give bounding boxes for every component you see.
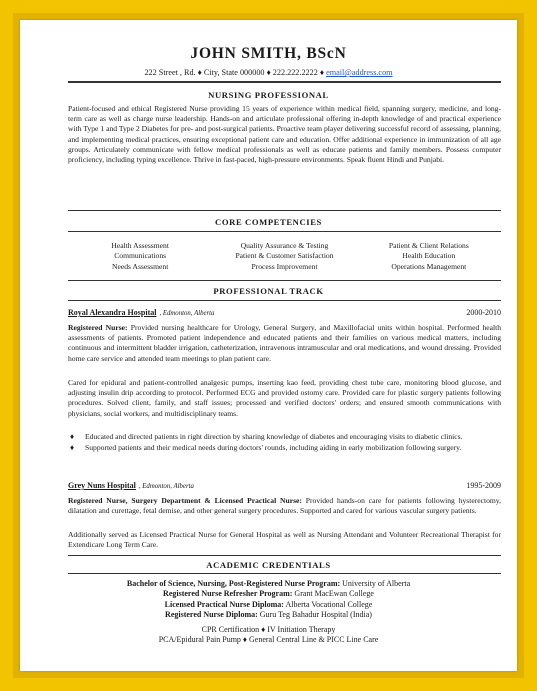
summary-heading: NURSING PROFESSIONAL: [208, 90, 329, 100]
employer-name: Royal Alexandra Hospital: [68, 308, 157, 317]
job-dates: 2000-2010: [466, 308, 501, 317]
job-role: Registered Nurse:: [68, 323, 128, 332]
competencies-grid: [68, 241, 501, 272]
diamond-bullet-icon: ♦: [70, 443, 75, 453]
job-details-paragraph: Cared for epidural and patient-controlled analgesic pumps, inserting kao feed, providing chest tube care, monitoring blood glucose, and adjusting insulin drip according to protocol. Performed ECG and provided ostomy care. Provided care for plastic surgery patients following procedures. Solved client, family, and staff issues; processed and verified doctors' orders; and ensured smooth communications with physicians, social workers, and multidisciplinary teams.: [68, 378, 501, 418]
credential-item: Bachelor of Science, Nursing, Post-Registered Nurse Program: University of Alberta: [126, 579, 411, 588]
competencies-divider-top: [68, 210, 501, 211]
contact-address: 222 Street , Rd. ♦ City, State 000000 ♦ 222.222.2222 ♦: [144, 68, 327, 77]
job-role: Registered Nurse, Surgery Department & Licensed Practical Nurse:: [68, 496, 302, 505]
job-header: [68, 308, 501, 317]
credentials-heading: ACADEMIC CREDENTIALS: [206, 560, 331, 570]
list-item: ♦ Supported patients and their medical needs during doctors' rounds, including aiding in early mobilization following surgery.: [70, 443, 462, 453]
competency-item: Communications: [114, 251, 167, 261]
job-header: [68, 481, 501, 490]
competencies-divider-bottom: [68, 231, 501, 232]
competency-item: Operations Management: [391, 261, 467, 271]
email-link[interactable]: email@address.com: [326, 68, 393, 77]
job-role-description: Provided hands-on care for patients following hysterectomy, dilatation and curettage, fetal demise, and other general surgery procedures. Supported and cared for various vascular surgery patients.: [68, 496, 501, 516]
competency-item: Patient & Client Relations: [388, 241, 469, 250]
track-divider-bottom: [68, 300, 501, 301]
certification-line: PCA/Epidural Pain Pump ♦ General Central Line & PICC Line Care: [158, 635, 379, 645]
competency-item: Patient & Customer Satisfaction: [235, 251, 334, 261]
track-divider-top: [68, 280, 501, 281]
job-employer-line: [68, 308, 214, 317]
header-divider: [68, 81, 501, 83]
competency-item: Health Education: [402, 251, 456, 261]
certification-line: CPR Certification ♦ IV Initiation Therapy: [201, 624, 336, 634]
credential-item: Registered Nurse Refresher Program: Grant MacEwan College: [163, 589, 374, 599]
credentials-divider-bottom: [68, 573, 501, 574]
job-details-paragraph: Additionally served as Licensed Practical Nurse for General Hospital as well as Nursing Attendant and Volunteer Recreational Therapist for Extendicare Long Term Care.: [68, 530, 501, 550]
competency-item: Quality Assurance & Testing: [240, 241, 329, 250]
employer-name: Grey Nuns Hospital: [68, 481, 136, 490]
job-description: [68, 496, 501, 516]
candidate-name: JOHN SMITH, BScN: [190, 45, 347, 62]
track-heading: PROFESSIONAL TRACK: [213, 286, 324, 296]
credential-item: Licensed Practical Nurse Diploma: Alberta Vocational College: [164, 599, 373, 609]
job-employer-line: [68, 481, 194, 490]
credentials-divider-top: [68, 555, 501, 556]
competency-item: Needs Assessment: [112, 261, 169, 271]
job-description: [68, 323, 501, 364]
diamond-bullet-icon: ♦: [70, 432, 75, 441]
summary-paragraph: Patient-focused and ethical Registered Nurse providing 15 years of experience within medical field, spanning surgery, medicine, and long-term care as well as charge nurse leadership. Hands-on and articulate professional offering in-depth knowledge of and practical experience with Type 1 and Type 2 Diabetes for pre- and post-surgical patients. Proactive team player delivering successful record of assessing, planning, and implementing medical practices, ensuring exceptional patient care and education. Offer additional experience in immunization of all age groups. Articulately communicate with fellow medical professionals as well as educate patients and family members. Possess computer proficiency, including typing excellence. Thrive in fast-paced, high-pressure environments. Speak fluent Hindi and Punjabi.: [68, 104, 501, 165]
employer-location: , Edmonton, Alberta: [138, 483, 194, 490]
competencies-heading: CORE COMPETENCIES: [215, 217, 322, 227]
employer-location: , Edmonton, Alberta: [159, 310, 215, 317]
list-item: ♦ Educated and directed patients in right direction by sharing knowledge of diabetes and encouraging visits to diabetic clinics.: [70, 432, 463, 441]
contact-line: [20, 68, 517, 77]
job-dates: 1995-2009: [466, 481, 501, 490]
credential-item: Registered Nurse Diploma: Guru Teg Bahadur Hospital (India): [165, 610, 372, 620]
credentials-list: [20, 579, 517, 645]
competency-item: Process Improvement: [251, 261, 318, 271]
resume-document: [20, 20, 517, 671]
job-role-description: Provided nursing healthcare for Urology, General Surgery, and Maxillofacial units within hospital. Performed health assessments of patients. Promoted patient independence and educated patients and their families on various medical matters, including continuous and intermittent bladder irrigation, catheterization, intravenous intramuscular and oral medications, and wound dressing. Provided home care service and attended team meetings to plan patient care.: [68, 323, 501, 363]
job-achievements-list: [68, 432, 501, 454]
competency-item: Health Assessment: [111, 241, 169, 250]
